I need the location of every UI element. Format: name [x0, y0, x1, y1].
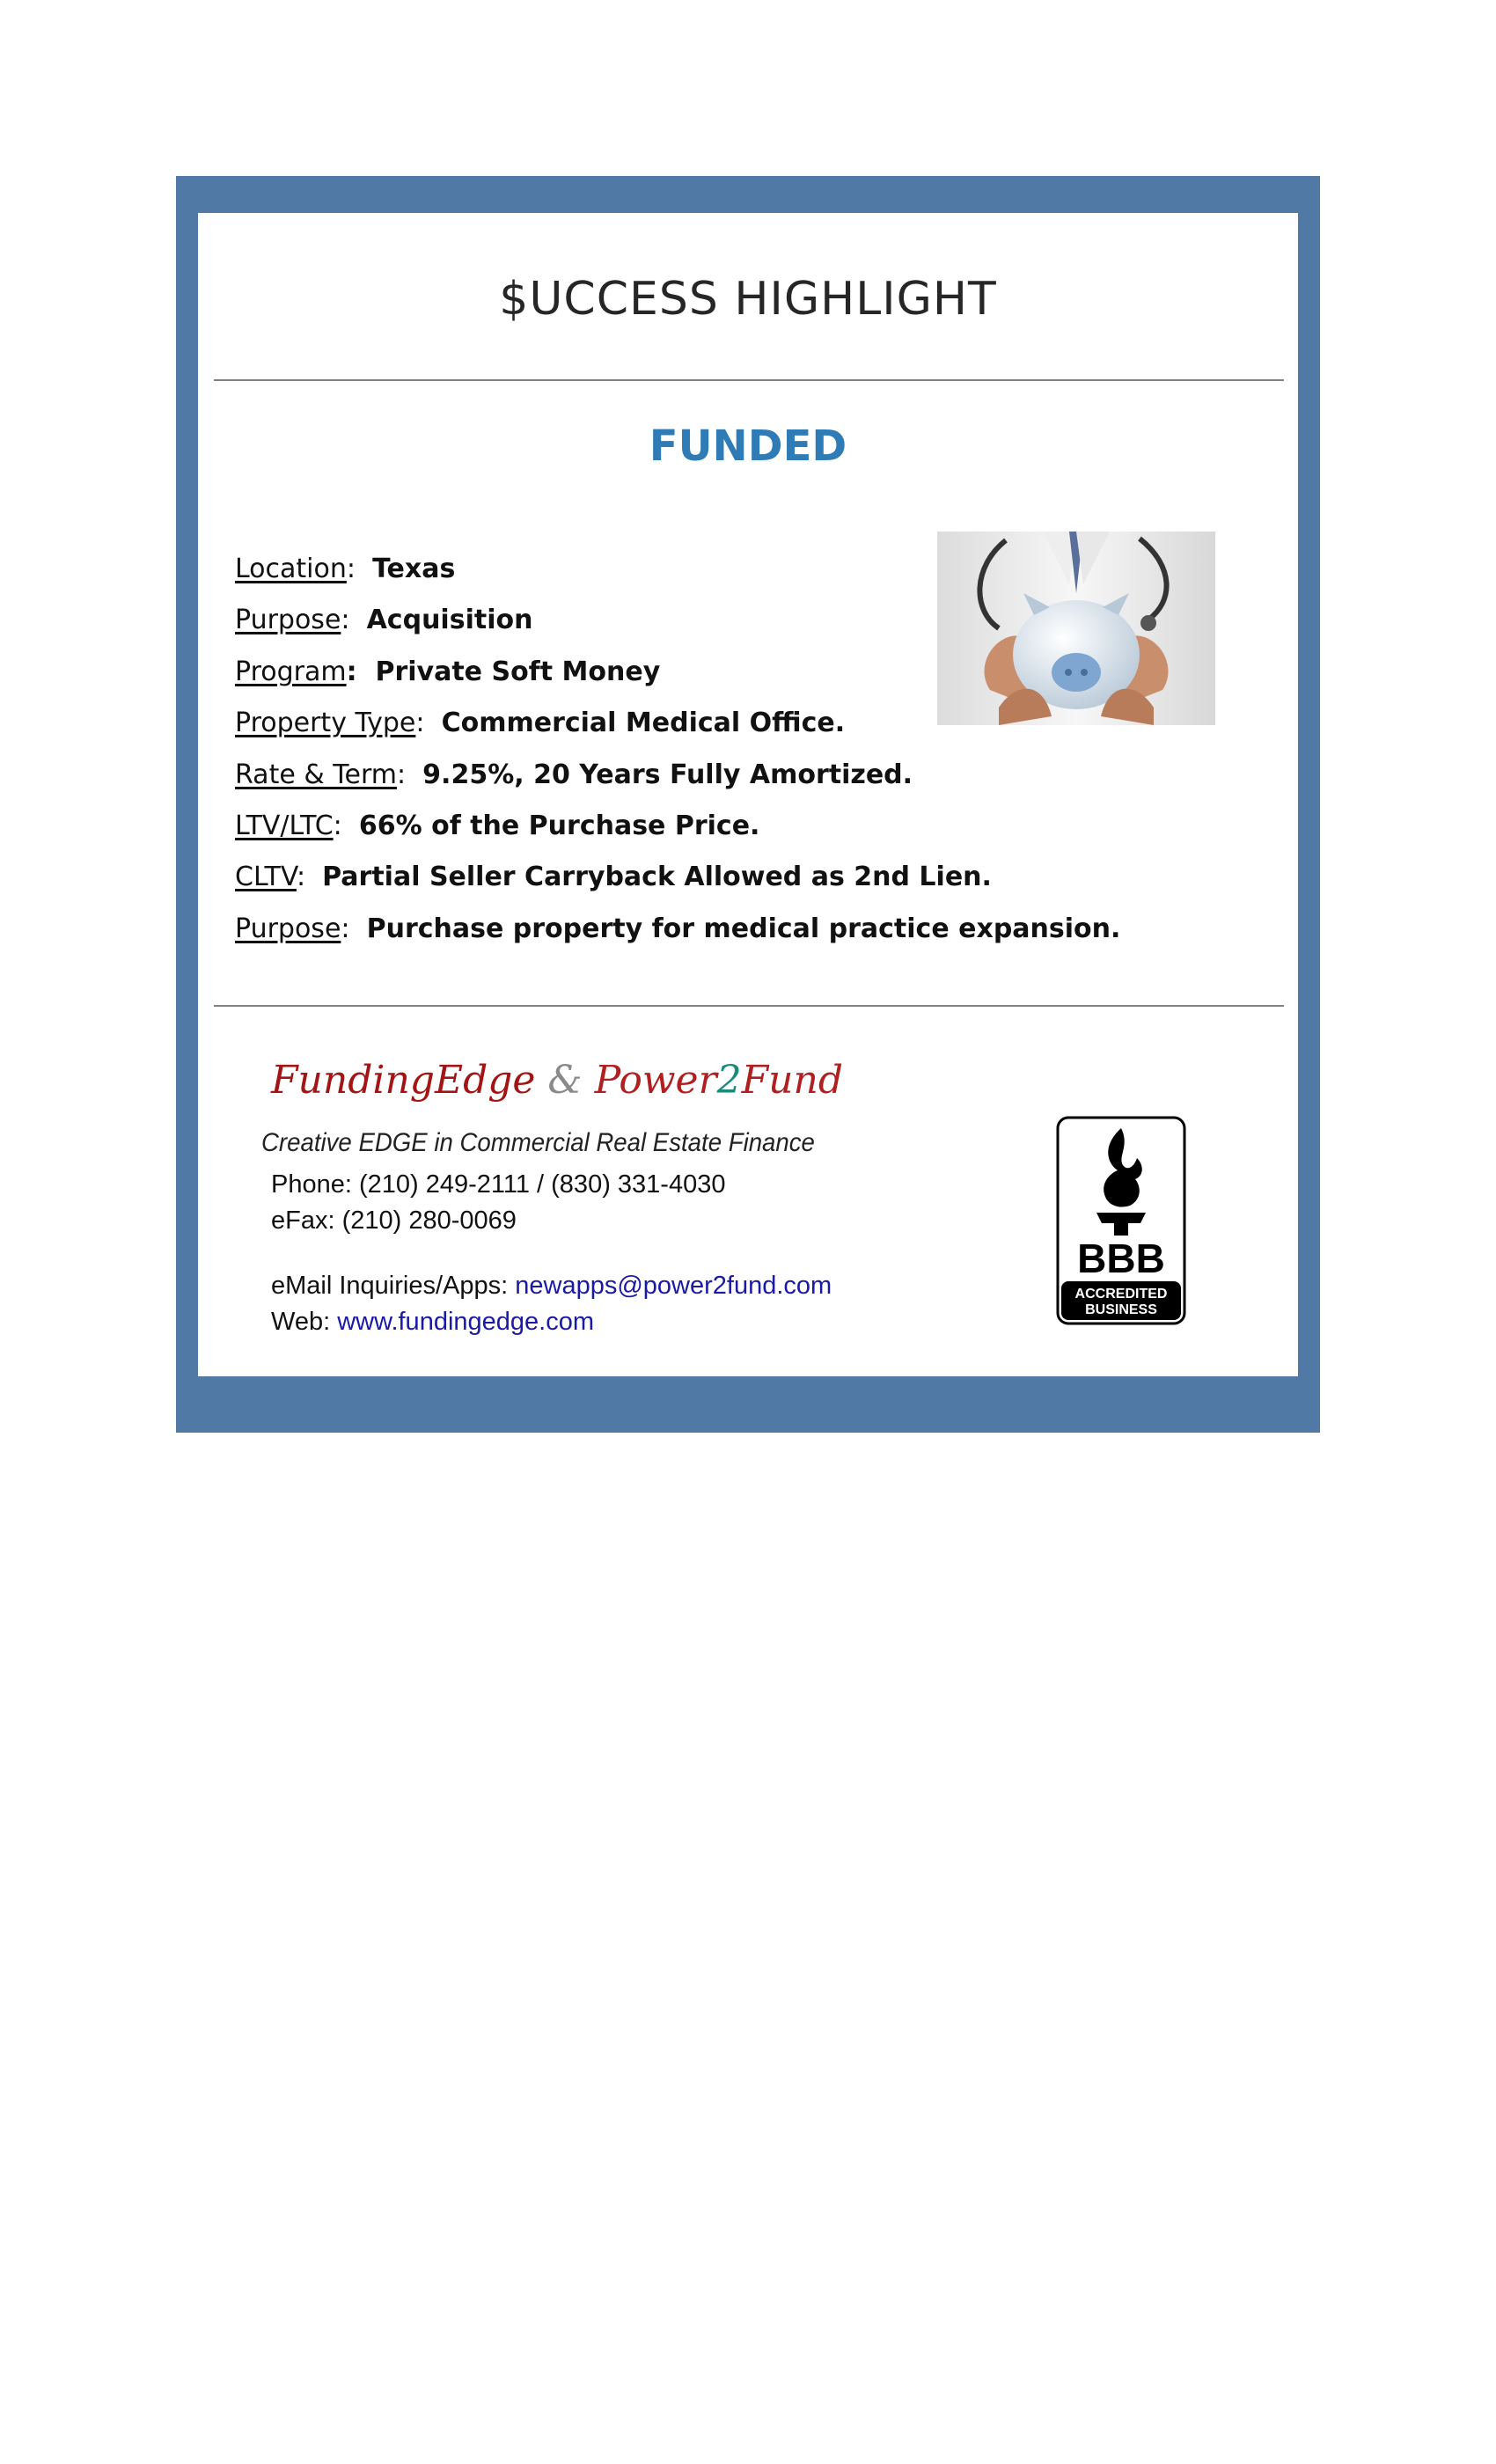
- badge-line-accredited: ACCREDITED: [1074, 1287, 1168, 1302]
- detail-separator: :: [296, 862, 323, 893]
- funded-heading: FUNDED: [649, 422, 847, 471]
- detail-separator: :: [333, 810, 359, 841]
- email-line: [271, 1272, 832, 1301]
- email-label: eMail Inquiries/Apps:: [271, 1272, 516, 1300]
- detail-value: Commercial Medical Office.: [441, 708, 846, 739]
- email-link[interactable]: newapps@power2fund.com: [515, 1272, 832, 1300]
- detail-separator: :: [396, 759, 423, 790]
- badge-line-business: BUSINESS: [1085, 1302, 1157, 1317]
- detail-separator: :: [346, 554, 373, 584]
- detail-separator: :: [415, 708, 442, 739]
- detail-ltv-ltc: [235, 801, 1247, 852]
- detail-label: Purpose: [235, 913, 341, 944]
- detail-separator: :: [341, 913, 367, 944]
- detail-rate-term: [235, 750, 1247, 801]
- detail-separator: :: [341, 605, 367, 636]
- success-card: [198, 213, 1298, 1376]
- brand-two: 2: [716, 1058, 742, 1103]
- detail-label: Purpose: [235, 605, 341, 636]
- doctor-piggy-bank-photo: [937, 532, 1215, 725]
- detail-label: CLTV: [235, 862, 297, 893]
- detail-label: LTV/LTC: [235, 810, 334, 841]
- detail-value: 66% of the Purchase Price.: [358, 810, 760, 841]
- bbb-accredited-badge: [1056, 1116, 1186, 1325]
- web-label: Web:: [271, 1308, 338, 1336]
- detail-label: Rate & Term: [235, 759, 397, 790]
- brand-fundingedge: FundingEdge: [271, 1058, 536, 1103]
- divider: [214, 1005, 1284, 1007]
- detail-value: Private Soft Money: [375, 656, 661, 687]
- detail-value: Acquisition: [366, 605, 533, 636]
- web-line: [271, 1308, 594, 1337]
- detail-cltv: [235, 852, 1247, 903]
- brand-power: Power: [594, 1058, 717, 1103]
- page-title: $UCCESS HIGHLIGHT: [499, 273, 997, 326]
- detail-value: Texas: [372, 554, 456, 584]
- detail-label: Location: [235, 554, 347, 584]
- detail-value: Purchase property for medical practice expansion.: [366, 913, 1121, 944]
- detail-value: Partial Seller Carryback Allowed as 2nd Lien.: [322, 862, 992, 893]
- website-link[interactable]: www.fundingedge.com: [337, 1308, 595, 1336]
- detail-purpose-2: [235, 904, 1247, 955]
- page-frame: [176, 176, 1320, 1433]
- detail-label: Program: [235, 656, 347, 687]
- bbb-logo-text: BBB: [1077, 1236, 1165, 1281]
- detail-label: Property Type: [235, 708, 416, 739]
- brand-fund: Fund: [741, 1058, 843, 1103]
- detail-separator: :: [346, 656, 376, 687]
- detail-value: 9.25%, 20 Years Fully Amortized.: [422, 759, 913, 790]
- divider: [214, 379, 1284, 381]
- company-tagline: Creative EDGE in Commercial Real Estate Finance: [261, 1128, 815, 1157]
- company-logo-text: [271, 1058, 843, 1103]
- efax-line: eFax: (210) 280-0069: [271, 1206, 517, 1235]
- phone-line: Phone: (210) 249-2111 / (830) 331-4030: [271, 1170, 726, 1199]
- brand-ampersand: &: [535, 1058, 595, 1103]
